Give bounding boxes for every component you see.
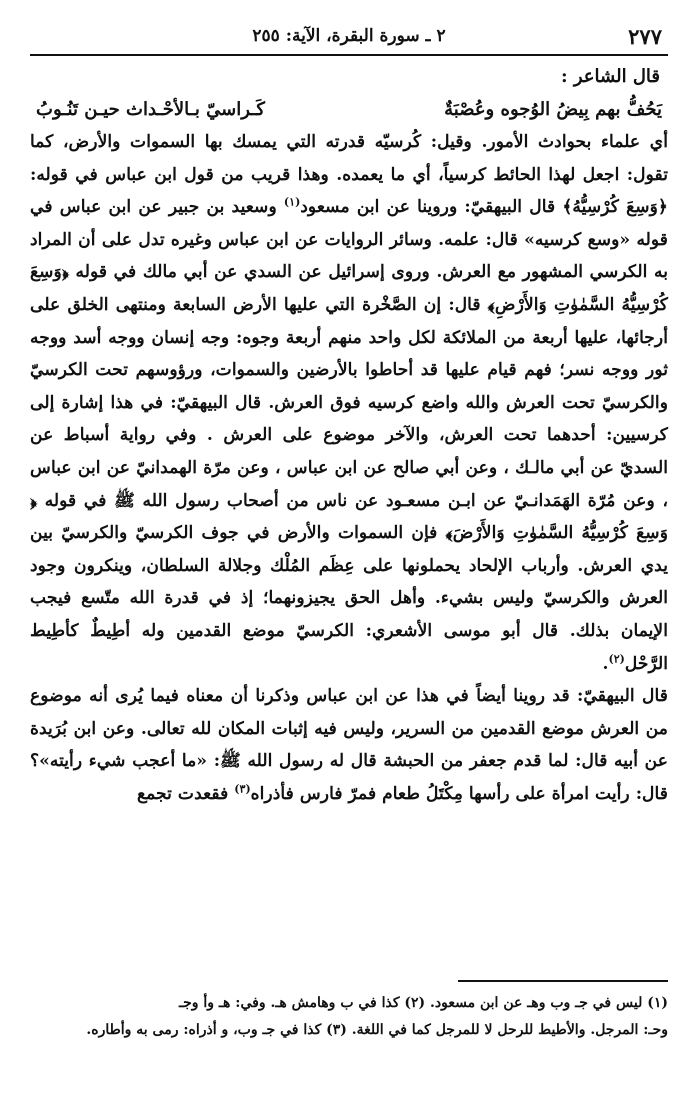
footnote-mark: (٢) [608, 651, 625, 665]
text-segment: . [602, 653, 609, 674]
poet-intro: قال الشاعر : [560, 66, 660, 87]
footnote-line: وحـ: المرجل. والأطيط للرحل لا للمرجل كما في اللغة. (٣) كذا في جـ وب، و أذراه: رمى به وأطاره. [86, 1022, 668, 1038]
paragraph [30, 680, 668, 810]
text-segment: قال البيهقيّ: قد روينا أيضاً في هذا عن ابن عباس وذكرنا أن معناه فيما يُرى أنه موضوع من العرش موضع القدمين من السرير، وليس فيه إثبات المكان لله تعالى. وعن ابن بُرَيدة عن أبيه قال: لما قدم جعفر من الحبشة قال له رسول الله ﷺ: «ما أعجب شيء رأيته»؟ قال: رأيت امرأة على رأسها مِكْتَلُ طعام فمرّ فارس فأذراه [30, 686, 668, 804]
poetry-verse [36, 99, 662, 120]
text-segment: وسعيد بن جبير عن ابن عباس في قوله «وسع كرسيه» قال: علمه. وسائر الروايات عن ابن عباس وغيره تدل على أن المراد به الكرسي المشهور مع العرش. وروى إسرائيل عن السدي عن أبي مالك في قوله ﴿وَسِعَ كُرْسِيُّهُ السَّمٰوٰتِ وَالأَرْضِ﴾ قال: إن الصَّخْرة التي عليها الأرض السابعة ومنتهى الخلق على أرجائها، عليها أربعة من الملائكة لكل واحد منهم أربعة وجوه: وجه إنسان ووجه أسد ووجه ثور ووجه نسر؛ فهم قيام عليها قد أحاطوا بالأرضين والسموات، ورؤوسهم تحت الكرسيّ والكرسيّ تحت العرش والله واضع كرسيه فوق العرش. قال البيهقيّ: في هذا إشارة إلى كرسيين: أحدهما تحت العرش، والآخر موضوع على العرش . وفي رواية أسباط عن السديّ عن أبي مالـك ، وعن أبي صالح عن ابن عباس ، وعن مرّة الهمدانيّ عن ابن عباس ، وعن مُرّة الهَمَدانـيّ عن ابـن مسعـود عن ناس من أصحاب رسول الله ﷺ في قوله ﴿ وَسِعَ كُرْسِيُّهُ السَّمٰوٰتِ وَالأَرْضَ﴾ فإن السموات والأرض في جوف الكرسيّ والكرسيّ بين يدي العرش. وأرباب الإلحاد يحملونها على عِظَم المُلْك وجلالة السلطان، وينكرون وجود العرش والكرسيّ وليس بشيء. وأهل الحق يجيزونهما؛ إذ في قدرة الله متّسع فيجب الإيمان بذلك. قال أبو موسى الأشعري: الكرسيّ موضع القدمين وله أطِيطٌ كأطِيط الرَّحْل [30, 197, 668, 674]
paragraph [30, 126, 668, 680]
text-segment: فقعدت تجمع [136, 783, 235, 804]
page-number: ٢٧٧ [628, 24, 662, 49]
page-header [30, 22, 668, 56]
footnotes [30, 990, 668, 1044]
verse-second-hemistich: كَـراسيّ بـالأحْـداث حيـن تَنُـوبُ [36, 99, 265, 120]
verse-first-hemistich: يَحُفُّ بهم بِيضُ الوُجوه وعُصْبَةٌ [444, 99, 662, 120]
footnote-mark: (١) [283, 195, 301, 209]
footnote-divider [458, 980, 668, 982]
book-page [30, 22, 668, 1076]
footnote-mark: (٣) [234, 782, 251, 796]
text-segment: أي علماء بحوادث الأمور. وقيل: كُرسيّه قدرته التي يمسك بها السموات والأرض، كما تقول: اجعل لهذا الحائط كرسياً، أي ما يعمده. وهذا قريب من قول ابن عباس في قوله: ﴿وَسِعَ كُرْسِيُّهُ﴾ قال البيهقيّ: وروينا عن ابن مسعود [30, 132, 668, 218]
footnote-line: (١) ليس في جـ وب وهـ عن ابن مسعود. (٢) كذا في ب وهامش هـ. وفي: هـ وأ وجـ [179, 995, 668, 1011]
main-text [30, 126, 668, 810]
running-title: ٢ ـ سورة البقرة، الآية: ٢٥٥ [252, 26, 446, 46]
